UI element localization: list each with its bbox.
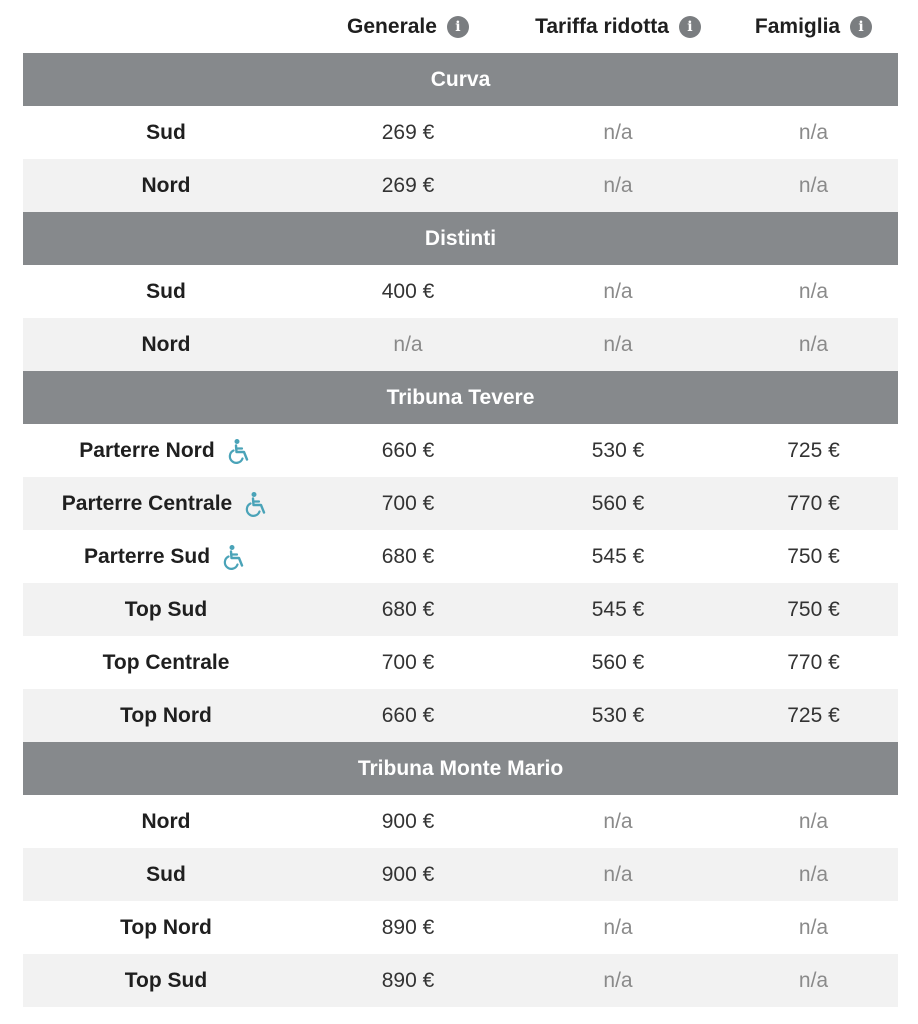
price-famiglia: n/a: [798, 968, 829, 992]
price-famiglia: n/a: [798, 120, 829, 144]
price-famiglia: 770 €: [787, 650, 840, 674]
row-label-cell: [23, 598, 309, 622]
table-row: [23, 795, 898, 848]
price-tariffa-ridotta: n/a: [603, 809, 633, 833]
row-label-cell: [23, 810, 309, 834]
table-row: [23, 106, 898, 159]
wheelchair-icon: [227, 438, 253, 464]
row-label: Top Nord: [120, 703, 212, 727]
row-label-cell: [23, 438, 309, 464]
row-label: Nord: [141, 332, 191, 356]
price-tariffa-ridotta: 560 €: [591, 650, 645, 674]
price-tariffa-ridotta: 545 €: [591, 597, 645, 621]
row-label: Top Sud: [124, 597, 208, 621]
price-generale: 680 €: [381, 597, 435, 621]
price-tariffa-ridotta: 530 €: [591, 438, 645, 462]
row-label-cell: [23, 121, 309, 145]
row-label-cell: [23, 333, 309, 357]
price-famiglia: 725 €: [787, 438, 840, 462]
row-label: Top Nord: [120, 915, 212, 939]
price-generale: 890 €: [381, 915, 435, 939]
price-tariffa-ridotta: n/a: [603, 915, 633, 939]
row-label-cell: [23, 174, 309, 198]
table-row: [23, 318, 898, 371]
section-header-distinti: Distinti: [23, 212, 898, 265]
header-famiglia-label: Famiglia: [754, 14, 841, 38]
wheelchair-icon: [222, 544, 248, 570]
row-label-cell: [23, 491, 309, 517]
row-label-cell: [23, 280, 309, 304]
price-famiglia: n/a: [798, 173, 829, 197]
price-tariffa-ridotta: n/a: [603, 968, 633, 992]
row-label-cell: [23, 544, 309, 570]
price-tariffa-ridotta: n/a: [603, 279, 633, 303]
row-label: Sud: [146, 862, 186, 886]
header-generale-label: Generale: [347, 14, 437, 38]
price-generale: 660 €: [381, 703, 435, 727]
row-label: Top Sud: [124, 968, 208, 992]
price-generale: 269 €: [381, 173, 435, 197]
price-famiglia: n/a: [798, 862, 829, 886]
table-row: [23, 901, 898, 954]
row-label: Nord: [141, 173, 191, 197]
price-generale: 700 €: [381, 491, 435, 515]
price-generale: 660 €: [381, 438, 435, 462]
price-famiglia: 725 €: [787, 703, 840, 727]
price-generale: 900 €: [381, 809, 435, 833]
price-table: [23, 0, 898, 1007]
price-tariffa-ridotta: 560 €: [591, 491, 645, 515]
header-generale: [309, 15, 507, 39]
row-label: Top Centrale: [102, 650, 230, 674]
row-label-cell: [23, 651, 309, 675]
price-generale: 400 €: [381, 279, 435, 303]
section-header-tribuna-monte-mario: Tribuna Monte Mario: [23, 742, 898, 795]
table-body: [23, 53, 898, 1007]
row-label: Nord: [141, 809, 191, 833]
row-label: Parterre Centrale: [61, 491, 233, 515]
header-tariffa-ridotta: [507, 15, 729, 39]
table-row: [23, 583, 898, 636]
price-tariffa-ridotta: n/a: [603, 173, 633, 197]
table-row: [23, 159, 898, 212]
price-tariffa-ridotta: 530 €: [591, 703, 645, 727]
price-generale: 680 €: [381, 544, 435, 568]
price-famiglia: 750 €: [787, 544, 840, 568]
price-generale: 269 €: [381, 120, 435, 144]
header-famiglia: [729, 15, 898, 39]
row-label-cell: [23, 969, 309, 993]
section-header-tribuna-tevere: Tribuna Tevere: [23, 371, 898, 424]
price-tariffa-ridotta: n/a: [603, 862, 633, 886]
row-label: Parterre Nord: [79, 438, 215, 462]
row-label-cell: [23, 916, 309, 940]
table-row: [23, 848, 898, 901]
wheelchair-icon: [244, 491, 270, 517]
price-generale: 890 €: [381, 968, 435, 992]
table-header: [23, 0, 898, 53]
price-famiglia: n/a: [798, 809, 829, 833]
header-tariffa-ridotta-label: Tariffa ridotta: [535, 14, 669, 38]
price-famiglia: n/a: [798, 915, 829, 939]
section-header-curva: Curva: [23, 53, 898, 106]
price-generale: n/a: [393, 332, 423, 356]
row-label: Sud: [146, 120, 186, 144]
price-tariffa-ridotta: n/a: [603, 332, 633, 356]
price-famiglia: 750 €: [787, 597, 840, 621]
price-generale: 700 €: [381, 650, 435, 674]
table-row: [23, 424, 898, 477]
table-row: [23, 477, 898, 530]
table-row: [23, 689, 898, 742]
row-label-cell: [23, 704, 309, 728]
price-famiglia: n/a: [798, 279, 829, 303]
table-row: [23, 265, 898, 318]
price-famiglia: n/a: [798, 332, 829, 356]
price-tariffa-ridotta: n/a: [603, 120, 633, 144]
row-label: Sud: [146, 279, 186, 303]
row-label-cell: [23, 863, 309, 887]
price-tariffa-ridotta: 545 €: [591, 544, 645, 568]
table-row: [23, 636, 898, 689]
table-row: [23, 954, 898, 1007]
info-icon[interactable]: i: [679, 16, 701, 38]
info-icon[interactable]: i: [850, 16, 872, 38]
price-generale: 900 €: [381, 862, 435, 886]
price-famiglia: 770 €: [787, 491, 840, 515]
table-row: [23, 530, 898, 583]
info-icon[interactable]: i: [447, 16, 469, 38]
row-label: Parterre Sud: [83, 544, 211, 568]
